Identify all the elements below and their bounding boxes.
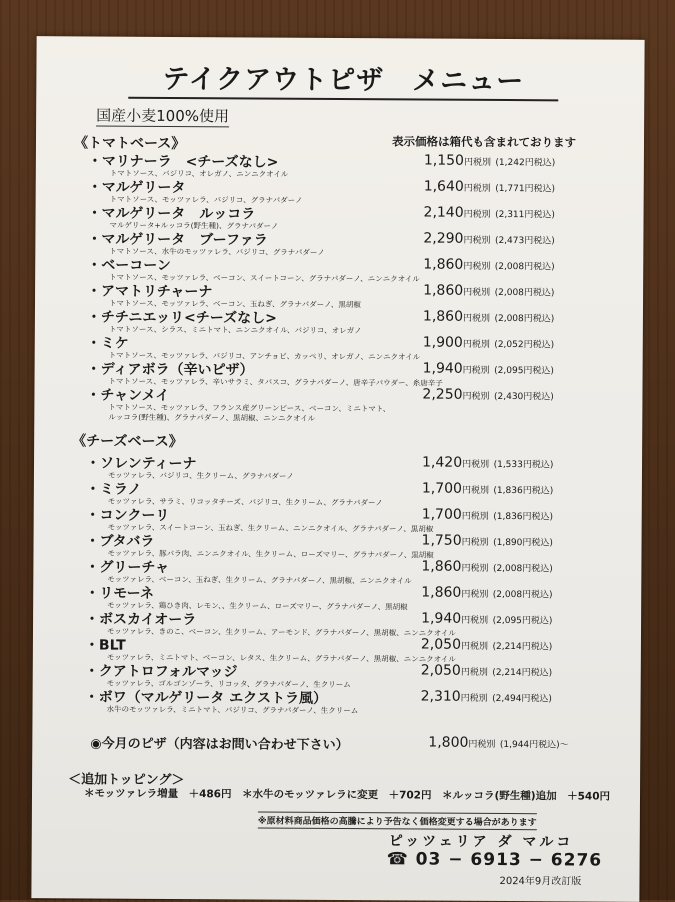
item-ingredients: モッツァレラ、サラミ、リコッタチーズ、バジリコ、生クリーム、グラナパダーノ (107, 496, 383, 508)
item-ingredients: モッツァレラ、スイートコーン、玉ねぎ、生クリーム、ニンニクオイル、グラナパダーノ、黒胡椒 (107, 522, 434, 534)
item-ingredients: 水牛のモッツァレラ、ミニトマト、バジリコ、グラナパダーノ、生クリーム (106, 704, 359, 716)
price-change-notice: ※原材料商品価格の高騰により予告なく価格変更する場合があります (258, 812, 537, 831)
item-name: ・ボスカイオーラ (85, 611, 197, 629)
item-ingredients: モッツァレラ、バジリコ、生クリーム、グラナパダーノ (107, 470, 294, 481)
item-ingredients: トマトソース、モッツァレラ、ベーコン、玉ねぎ、グラナパダーノ、黒胡椒 (108, 298, 361, 310)
shop-name: ピッツェリア ダ マルコ (388, 833, 574, 851)
item-price: 1,860円税別 (2,008円税込) (423, 256, 555, 273)
item-ingredients: トマトソース、モッツァレラ、フランス産グリーンピース、ベーコン、ミニトマト、 (108, 402, 391, 414)
item-price: 2,310円税別 (2,494円税込) (420, 688, 552, 705)
item-ingredients: トマトソース、シラス、ミニトマト、ニンニクオイル、バジリコ、オレガノ (108, 324, 362, 336)
item-price: 1,860円税別 (2,008円税込) (421, 584, 553, 601)
item-name: ・ソレンティーナ (85, 455, 197, 473)
menu-item (87, 150, 628, 179)
item-price: 2,050円税別 (2,214円税込) (420, 636, 553, 653)
item-ingredients: モッツァレラ、ゴルゴンゾーラ、リコッタ、グラナパダーノ、生クリーム (106, 678, 351, 690)
item-name: ・グリーチャ (85, 559, 170, 576)
item-price: 1,860円税別 (2,008円税込) (422, 308, 555, 325)
toppings-heading: ＜追加トッピング＞ (68, 772, 185, 789)
item-name: ・チャンメイ (86, 387, 170, 404)
item-name: ・マルゲリータ (87, 179, 186, 197)
item-ingredients: モッツァレラ、豚バラ肉、ニンニクオイル、生クリーム、ローズマリー、グラナパダーノ、黒胡椒 (107, 548, 434, 560)
item-ingredients: モッツァレラ、鶏ひき肉、レモン、、生クリーム、ローズマリー、グラナパダーノ、黒胡椒 (107, 600, 408, 612)
menu-item (87, 202, 628, 231)
item-ingredients: トマトソース、水牛のモッツァレラ、バジリコ、グラナパダーノ (109, 246, 325, 257)
item-price: 1,940円税別 (2,095円税込) (421, 610, 553, 627)
menu-item (87, 228, 627, 257)
monthly-pizza-price: 1,800円税別 (1,944円税込)〜 (428, 734, 569, 751)
menu-item (85, 452, 626, 481)
item-price: 2,250円税別 (2,430円税込) (422, 386, 554, 403)
item-price: 1,860円税別 (2,008円税込) (423, 282, 555, 299)
item-price: 1,700円税別 (1,836円税込) (421, 506, 554, 523)
item-name: ・ディアボラ（辛いピザ） (86, 361, 254, 379)
tomato-section-heading: 《トマトベース》 (73, 135, 186, 153)
item-price: 2,290円税別 (2,473円税込) (423, 230, 555, 247)
item-price: 1,150円税別 (1,242円税込) (423, 152, 556, 169)
flour-note: 国産小麦100%使用 (96, 106, 230, 126)
item-price: 1,700円税別 (1,836円税込) (421, 480, 554, 497)
cheese-section-heading: 《チーズベース》 (72, 433, 183, 451)
item-name: ・ミケ (86, 335, 129, 352)
tax-note: 表示価格は箱代も含まれております (391, 134, 577, 150)
item-name: ・コンクーリ (85, 507, 170, 524)
item-ingredients: モッツァレラ、ベーコン、玉ねぎ、生クリーム、グラナパダーノ、黒胡椒、ニンニクオイル (107, 574, 412, 586)
item-ingredients: マルゲリータ+ルッコラ(野生種)、グラナパダーノ (109, 220, 279, 231)
item-name: ・BLT (84, 637, 126, 654)
item-ingredients: トマトソース、モッツァレラ、辛いサラミ、タバスコ、グラナパダーノ、唐辛子パウダー、糸唐辛子 (108, 376, 443, 388)
item-ingredients: モッツァレラ、きのこ、ベーコン、生クリーム、アーモンド、グラナパダーノ、黒胡椒、ニンニクオイル (106, 626, 456, 638)
item-name: ・アマトリチャーナ (87, 283, 213, 301)
item-price: 1,420円税別 (1,533円税込) (421, 454, 554, 471)
item-ingredients: トマトソース、モッツァレラ、バジリコ、アンチョビ、カッペリ、オレガノ、ニンニクオイル (108, 350, 421, 362)
menu-title: テイクアウトピザ メニュー (128, 57, 558, 102)
item-price: 2,050円税別 (2,214円税込) (420, 662, 553, 679)
item-ingredients-continued: ルッコラ(野生種)、グラナパダーノ、黒胡椒、ニンニクオイル (108, 412, 316, 423)
phone-number: ☎ 03 − 6913 − 6276 (386, 849, 603, 871)
menu-item (84, 686, 625, 716)
item-name: ・ボワ（マルゲリータ エクストラ風） (84, 689, 328, 707)
item-price: 1,640円税別 (1,771円税込) (423, 178, 556, 195)
menu-item (87, 254, 627, 284)
item-name: ・マリナーラ <チーズなし> (87, 153, 279, 171)
item-name: ・マルゲリータ ブーファラ (87, 231, 268, 249)
item-name: ・マルゲリータ ルッコラ (87, 205, 256, 223)
item-ingredients: トマトソース、バジリコ、オレガノ、ニンニクオイル (109, 168, 289, 179)
item-name: ・リモーネ (85, 585, 155, 602)
item-name: ・チチニエッリ<チーズなし> (86, 309, 277, 327)
item-price: 1,750円税別 (1,890円税込) (421, 532, 553, 549)
menu-sheet (31, 36, 644, 902)
item-name: ・ベーコーン (87, 257, 172, 274)
monthly-pizza-name: ◉今月のピザ（内容はお問い合わせ下さい） (90, 736, 349, 754)
item-ingredients: トマトソース、モッツァレラ、バジリコ、グラナパダーノ (109, 194, 303, 205)
monthly-pizza (90, 732, 630, 754)
item-name: ・ミラノ (85, 481, 142, 498)
menu-item (87, 176, 628, 205)
revision-date: 2024年9月改訂版 (499, 875, 582, 888)
item-price: 1,860円税別 (2,008円税込) (421, 558, 553, 575)
item-price: 1,900円税別 (2,052円税込) (422, 334, 555, 351)
toppings-list: ＊モッツァレラ増量 ＋486円 ＊水牛のモッツァレラに変更 ＋702円 ＊ルッコラ(野生種)追加 ＋540円 (83, 787, 611, 803)
item-ingredients: トマトソース、モッツァレラ、ベーコン、スイートコーン、グラナパダーノ、ニンニクオイル (109, 272, 420, 284)
item-name: ・クアトロフォルマッジ (84, 663, 238, 681)
item-name: ・ブタバラ (85, 533, 155, 550)
item-ingredients: モッツァレラ、ミニトマト、ベーコン、レタス、生クリーム、グラナパダーノ、黒胡椒、ニンニクオイル (106, 652, 456, 664)
item-price: 2,140円税別 (2,311円税込) (423, 204, 555, 221)
item-price: 1,940円税別 (2,095円税込) (422, 360, 554, 377)
